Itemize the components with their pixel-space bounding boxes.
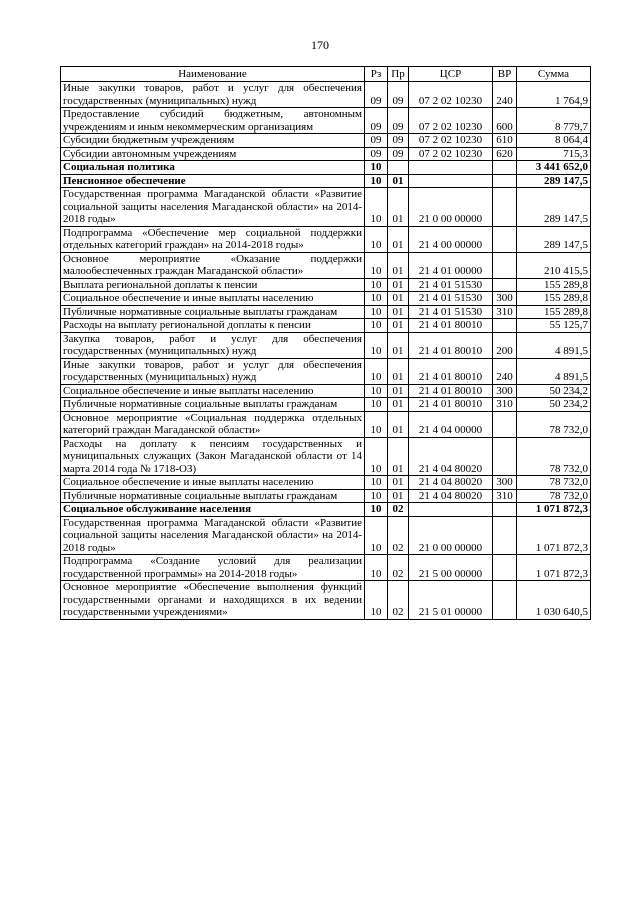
cell-name: Субсидии автономным учреждениям — [61, 147, 365, 161]
cell-vr — [493, 161, 517, 175]
cell-vr: 310 — [493, 305, 517, 319]
cell-pr: 09 — [388, 82, 409, 108]
cell-sum: 1 071 872,3 — [517, 516, 591, 555]
cell-vr: 600 — [493, 108, 517, 134]
cell-csr — [409, 174, 493, 188]
cell-csr: 21 5 01 00000 — [409, 581, 493, 620]
cell-pr: 01 — [388, 278, 409, 292]
cell-name: Расходы на выплату региональной доплаты к пенсии — [61, 319, 365, 333]
cell-csr: 07 2 02 10230 — [409, 82, 493, 108]
cell-csr: 21 4 01 00000 — [409, 252, 493, 278]
table-row — [61, 147, 591, 161]
cell-sum: 8 779,7 — [517, 108, 591, 134]
cell-name: Подпрограмма «Создание условий для реализации государственной программы» на 2014-2018 годы» — [61, 555, 365, 581]
page-number: 170 — [311, 38, 329, 52]
cell-pr: 01 — [388, 226, 409, 252]
table-row — [61, 581, 591, 620]
cell-csr: 21 0 00 00000 — [409, 188, 493, 227]
cell-csr: 21 0 00 00000 — [409, 516, 493, 555]
cell-vr — [493, 278, 517, 292]
table-row — [61, 278, 591, 292]
table-row — [61, 108, 591, 134]
cell-vr: 240 — [493, 358, 517, 384]
table-body — [61, 82, 591, 620]
cell-csr: 21 4 01 51530 — [409, 305, 493, 319]
cell-name: Социальное обеспечение и иные выплаты населению — [61, 292, 365, 306]
header-vr: ВР — [493, 67, 517, 82]
cell-name: Социальное обеспечение и иные выплаты населению — [61, 384, 365, 398]
cell-sum: 3 441 652,0 — [517, 161, 591, 175]
cell-name: Субсидии бюджетным учреждениям — [61, 134, 365, 148]
cell-rz: 10 — [365, 398, 388, 412]
cell-pr: 01 — [388, 476, 409, 490]
table-row — [61, 503, 591, 517]
cell-sum: 1 764,9 — [517, 82, 591, 108]
cell-pr: 01 — [388, 332, 409, 358]
cell-csr: 21 4 04 80020 — [409, 437, 493, 476]
table-row — [61, 437, 591, 476]
cell-sum: 155 289,8 — [517, 305, 591, 319]
cell-vr — [493, 252, 517, 278]
cell-sum: 155 289,8 — [517, 292, 591, 306]
cell-rz: 09 — [365, 134, 388, 148]
cell-pr: 09 — [388, 108, 409, 134]
cell-pr: 01 — [388, 305, 409, 319]
cell-pr: 01 — [388, 319, 409, 333]
cell-name: Социальное обеспечение и иные выплаты населению — [61, 476, 365, 490]
cell-rz: 10 — [365, 174, 388, 188]
cell-sum: 8 064,4 — [517, 134, 591, 148]
cell-name: Закупка товаров, работ и услуг для обеспечения государственных (муниципальных) нужд — [61, 332, 365, 358]
table-row — [61, 384, 591, 398]
cell-csr: 21 4 04 80020 — [409, 489, 493, 503]
cell-csr: 21 4 01 51530 — [409, 278, 493, 292]
cell-csr: 21 5 00 00000 — [409, 555, 493, 581]
cell-name: Иные закупки товаров, работ и услуг для обеспечения государственных (муниципальных) нужд — [61, 82, 365, 108]
cell-name: Иные закупки товаров, работ и услуг для обеспечения государственных (муниципальных) нужд — [61, 358, 365, 384]
table-row — [61, 174, 591, 188]
cell-rz: 09 — [365, 82, 388, 108]
cell-rz: 10 — [365, 292, 388, 306]
cell-rz: 09 — [365, 108, 388, 134]
cell-csr: 21 4 01 80010 — [409, 319, 493, 333]
cell-csr: 21 4 01 80010 — [409, 358, 493, 384]
cell-rz: 10 — [365, 437, 388, 476]
cell-vr — [493, 516, 517, 555]
cell-pr: 01 — [388, 489, 409, 503]
cell-name: Публичные нормативные социальные выплаты гражданам — [61, 305, 365, 319]
cell-name: Основное мероприятие «Обеспечение выполнения функций государственными органами и находящихся в их ведении государственными учреждениями» — [61, 581, 365, 620]
cell-sum: 78 732,0 — [517, 437, 591, 476]
cell-name: Государственная программа Магаданской области «Развитие социальной защиты населения Магаданской области» на 2014-2018 годы» — [61, 516, 365, 555]
table-row — [61, 332, 591, 358]
cell-sum: 1 071 872,3 — [517, 555, 591, 581]
table-row — [61, 252, 591, 278]
cell-sum: 715,3 — [517, 147, 591, 161]
table-row — [61, 226, 591, 252]
cell-pr: 01 — [388, 358, 409, 384]
cell-name: Публичные нормативные социальные выплаты гражданам — [61, 398, 365, 412]
cell-csr: 21 4 01 80010 — [409, 332, 493, 358]
cell-rz: 09 — [365, 147, 388, 161]
table-row — [61, 516, 591, 555]
cell-name: Расходы на доплату к пенсиям государственных и муниципальных служащих (Закон Магаданской области от 14 марта 2014 года № 1718-ОЗ) — [61, 437, 365, 476]
cell-vr — [493, 319, 517, 333]
cell-pr: 01 — [388, 174, 409, 188]
cell-vr: 310 — [493, 489, 517, 503]
cell-sum: 4 891,5 — [517, 332, 591, 358]
table-header-row — [61, 67, 591, 82]
cell-vr — [493, 188, 517, 227]
cell-rz: 10 — [365, 411, 388, 437]
cell-vr: 200 — [493, 332, 517, 358]
cell-pr: 01 — [388, 252, 409, 278]
cell-vr: 240 — [493, 82, 517, 108]
cell-sum: 4 891,5 — [517, 358, 591, 384]
cell-vr — [493, 437, 517, 476]
cell-vr — [493, 555, 517, 581]
cell-vr: 620 — [493, 147, 517, 161]
cell-sum: 1 030 640,5 — [517, 581, 591, 620]
budget-table — [60, 66, 591, 620]
cell-pr: 09 — [388, 134, 409, 148]
cell-sum: 50 234,2 — [517, 384, 591, 398]
header-name: Наименование — [61, 67, 365, 82]
cell-pr: 01 — [388, 398, 409, 412]
cell-name: Государственная программа Магаданской области «Развитие социальной защиты населения Магаданской области» на 2014-2018 годы» — [61, 188, 365, 227]
cell-name: Социальная политика — [61, 161, 365, 175]
cell-rz: 10 — [365, 358, 388, 384]
cell-rz: 10 — [365, 489, 388, 503]
cell-pr: 02 — [388, 581, 409, 620]
cell-pr: 09 — [388, 147, 409, 161]
cell-rz: 10 — [365, 503, 388, 517]
cell-name: Подпрограмма «Обеспечение мер социальной поддержки отдельных категорий граждан» на 2014-2018 годы» — [61, 226, 365, 252]
cell-vr: 610 — [493, 134, 517, 148]
table-row — [61, 305, 591, 319]
cell-rz: 10 — [365, 384, 388, 398]
cell-rz: 10 — [365, 305, 388, 319]
cell-pr — [388, 161, 409, 175]
cell-sum: 289 147,5 — [517, 188, 591, 227]
cell-pr: 01 — [388, 384, 409, 398]
cell-name: Основное мероприятие «Оказание поддержки малообеспеченных граждан Магаданской области» — [61, 252, 365, 278]
cell-pr: 01 — [388, 292, 409, 306]
cell-rz: 10 — [365, 516, 388, 555]
cell-csr: 21 4 04 00000 — [409, 411, 493, 437]
cell-rz: 10 — [365, 226, 388, 252]
cell-pr: 01 — [388, 437, 409, 476]
cell-vr: 300 — [493, 476, 517, 490]
cell-pr: 02 — [388, 516, 409, 555]
table-row — [61, 82, 591, 108]
cell-csr: 21 4 04 80020 — [409, 476, 493, 490]
cell-rz: 10 — [365, 319, 388, 333]
header-rz: Рз — [365, 67, 388, 82]
header-csr: ЦСР — [409, 67, 493, 82]
cell-rz: 10 — [365, 555, 388, 581]
cell-sum: 50 234,2 — [517, 398, 591, 412]
table-row — [61, 476, 591, 490]
table-row — [61, 398, 591, 412]
cell-csr — [409, 503, 493, 517]
cell-name: Публичные нормативные социальные выплаты гражданам — [61, 489, 365, 503]
cell-csr: 21 4 01 80010 — [409, 384, 493, 398]
cell-sum: 155 289,8 — [517, 278, 591, 292]
cell-sum: 210 415,5 — [517, 252, 591, 278]
cell-sum: 78 732,0 — [517, 476, 591, 490]
cell-name: Выплата региональной доплаты к пенсии — [61, 278, 365, 292]
cell-sum: 1 071 872,3 — [517, 503, 591, 517]
header-pr: Пр — [388, 67, 409, 82]
cell-csr: 21 4 01 80010 — [409, 398, 493, 412]
cell-rz: 10 — [365, 476, 388, 490]
cell-sum: 55 125,7 — [517, 319, 591, 333]
cell-vr: 310 — [493, 398, 517, 412]
table-row — [61, 161, 591, 175]
cell-sum: 289 147,5 — [517, 174, 591, 188]
cell-pr: 01 — [388, 411, 409, 437]
cell-pr: 01 — [388, 188, 409, 227]
table-row — [61, 319, 591, 333]
cell-csr: 21 4 00 00000 — [409, 226, 493, 252]
table-row — [61, 292, 591, 306]
cell-rz: 10 — [365, 581, 388, 620]
cell-vr — [493, 174, 517, 188]
cell-vr — [493, 581, 517, 620]
cell-rz: 10 — [365, 188, 388, 227]
cell-rz: 10 — [365, 278, 388, 292]
cell-rz: 10 — [365, 332, 388, 358]
cell-vr — [493, 503, 517, 517]
cell-csr: 21 4 01 51530 — [409, 292, 493, 306]
cell-sum: 78 732,0 — [517, 489, 591, 503]
cell-name: Пенсионное обеспечение — [61, 174, 365, 188]
cell-name: Предоставление субсидий бюджетным, автономным учреждениям и иным некоммерческим организациям — [61, 108, 365, 134]
cell-sum: 78 732,0 — [517, 411, 591, 437]
table-row — [61, 555, 591, 581]
cell-vr — [493, 226, 517, 252]
cell-csr: 07 2 02 10230 — [409, 108, 493, 134]
cell-sum: 289 147,5 — [517, 226, 591, 252]
cell-csr: 07 2 02 10230 — [409, 147, 493, 161]
header-sum: Сумма — [517, 67, 591, 82]
table-row — [61, 188, 591, 227]
table-row — [61, 489, 591, 503]
table-row — [61, 358, 591, 384]
table-row — [61, 134, 591, 148]
cell-csr — [409, 161, 493, 175]
cell-rz: 10 — [365, 252, 388, 278]
table-row — [61, 411, 591, 437]
cell-name: Основное мероприятие «Социальная поддержка отдельных категорий граждан Магаданской области» — [61, 411, 365, 437]
cell-vr: 300 — [493, 292, 517, 306]
cell-csr: 07 2 02 10230 — [409, 134, 493, 148]
cell-rz: 10 — [365, 161, 388, 175]
cell-pr: 02 — [388, 503, 409, 517]
cell-vr — [493, 411, 517, 437]
cell-name: Социальное обслуживание населения — [61, 503, 365, 517]
cell-pr: 02 — [388, 555, 409, 581]
cell-vr: 300 — [493, 384, 517, 398]
